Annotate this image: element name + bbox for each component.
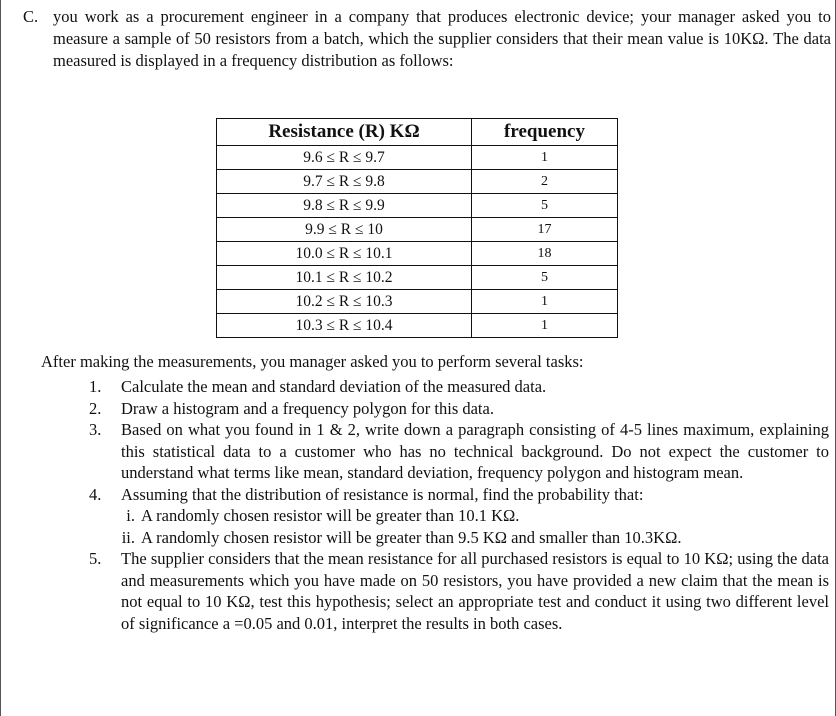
table-row	[217, 290, 618, 314]
tasks-intro: After making the measurements, you manager asked you to perform several tasks:	[41, 352, 584, 371]
header-frequency: frequency	[472, 119, 618, 146]
range-cell: 10.3 ≤ R ≤ 10.4	[217, 314, 472, 338]
task-number: 2.	[89, 398, 102, 418]
task-number: 4.	[89, 484, 102, 504]
frequency-cell: 5	[472, 194, 618, 218]
subtask-text: A randomly chosen resistor will be greater than 10.1 KΩ.	[141, 506, 520, 525]
task-number: 1.	[89, 377, 102, 396]
frequency-cell: 18	[472, 242, 618, 266]
table-row	[217, 314, 618, 338]
table-header-row	[217, 119, 618, 146]
range-cell: 9.7 ≤ R ≤ 9.8	[217, 170, 472, 194]
list-item	[89, 398, 829, 420]
task-list	[89, 376, 829, 634]
table-row	[217, 218, 618, 242]
range-cell: 9.9 ≤ R ≤ 10	[217, 218, 472, 242]
list-item	[89, 548, 829, 634]
task-number: 3.	[89, 420, 102, 439]
table-row	[217, 242, 618, 266]
task-number: 5.	[89, 549, 102, 568]
frequency-cell: 1	[472, 146, 618, 170]
table-row	[217, 266, 618, 290]
frequency-cell: 5	[472, 266, 618, 290]
section-label: C.	[23, 7, 39, 26]
frequency-cell: 17	[472, 218, 618, 242]
list-item	[89, 484, 829, 506]
range-cell: 9.8 ≤ R ≤ 9.9	[217, 194, 472, 218]
range-cell: 10.0 ≤ R ≤ 10.1	[217, 242, 472, 266]
task-text: Assuming that the distribution of resistance is normal, find the probability that:	[121, 484, 644, 504]
table-row	[217, 146, 618, 170]
task-text: Based on what you found in 1 & 2, write down a paragraph consisting of 4-5 lines maximum, explaining this statistical data to a customer who has no technical background. Do not expect the customer to understand what terms like mean, standard deviation, frequency polygon and histogram mean.	[121, 420, 829, 482]
list-item	[89, 419, 829, 484]
frequency-cell: 2	[472, 170, 618, 194]
intro-paragraph	[9, 6, 831, 72]
subtask-number: i.	[126, 506, 135, 525]
table-row	[217, 194, 618, 218]
subtask-text: A randomly chosen resistor will be greater than 9.5 KΩ and smaller than 10.3KΩ.	[141, 527, 682, 547]
subtask-number: ii.	[121, 527, 135, 547]
intro-text: you work as a procurement engineer in a company that produces electronic device; your manager asked you to measure a sample of 50 resistors from a batch, which the supplier considers that their mean value is 10KΩ. The data measured is displayed in a frequency distribution as follows:	[53, 7, 831, 70]
range-cell: 10.2 ≤ R ≤ 10.3	[217, 290, 472, 314]
task-text: The supplier considers that the mean resistance for all purchased resistors is equal to 10 KΩ; using the data and measurements which you have made on 50 resistors, you have provided a new claim that the mean is not equal to 10 KΩ, test this hypothesis; select an appropriate test and conduct it using two different level of significance a =0.05 and 0.01, interpret the results in both cases.	[121, 549, 829, 633]
frequency-cell: 1	[472, 290, 618, 314]
range-cell: 10.1 ≤ R ≤ 10.2	[217, 266, 472, 290]
table-row	[217, 170, 618, 194]
header-resistance: Resistance (R) KΩ	[217, 119, 472, 146]
task-text: Calculate the mean and standard deviation of the measured data.	[121, 377, 547, 396]
task-text: Draw a histogram and a frequency polygon for this data.	[121, 398, 494, 418]
list-item	[89, 376, 829, 398]
frequency-table	[216, 118, 618, 338]
range-cell: 9.6 ≤ R ≤ 9.7	[217, 146, 472, 170]
sub-list-item	[89, 527, 829, 549]
sub-list-item	[89, 505, 829, 527]
frequency-cell: 1	[472, 314, 618, 338]
